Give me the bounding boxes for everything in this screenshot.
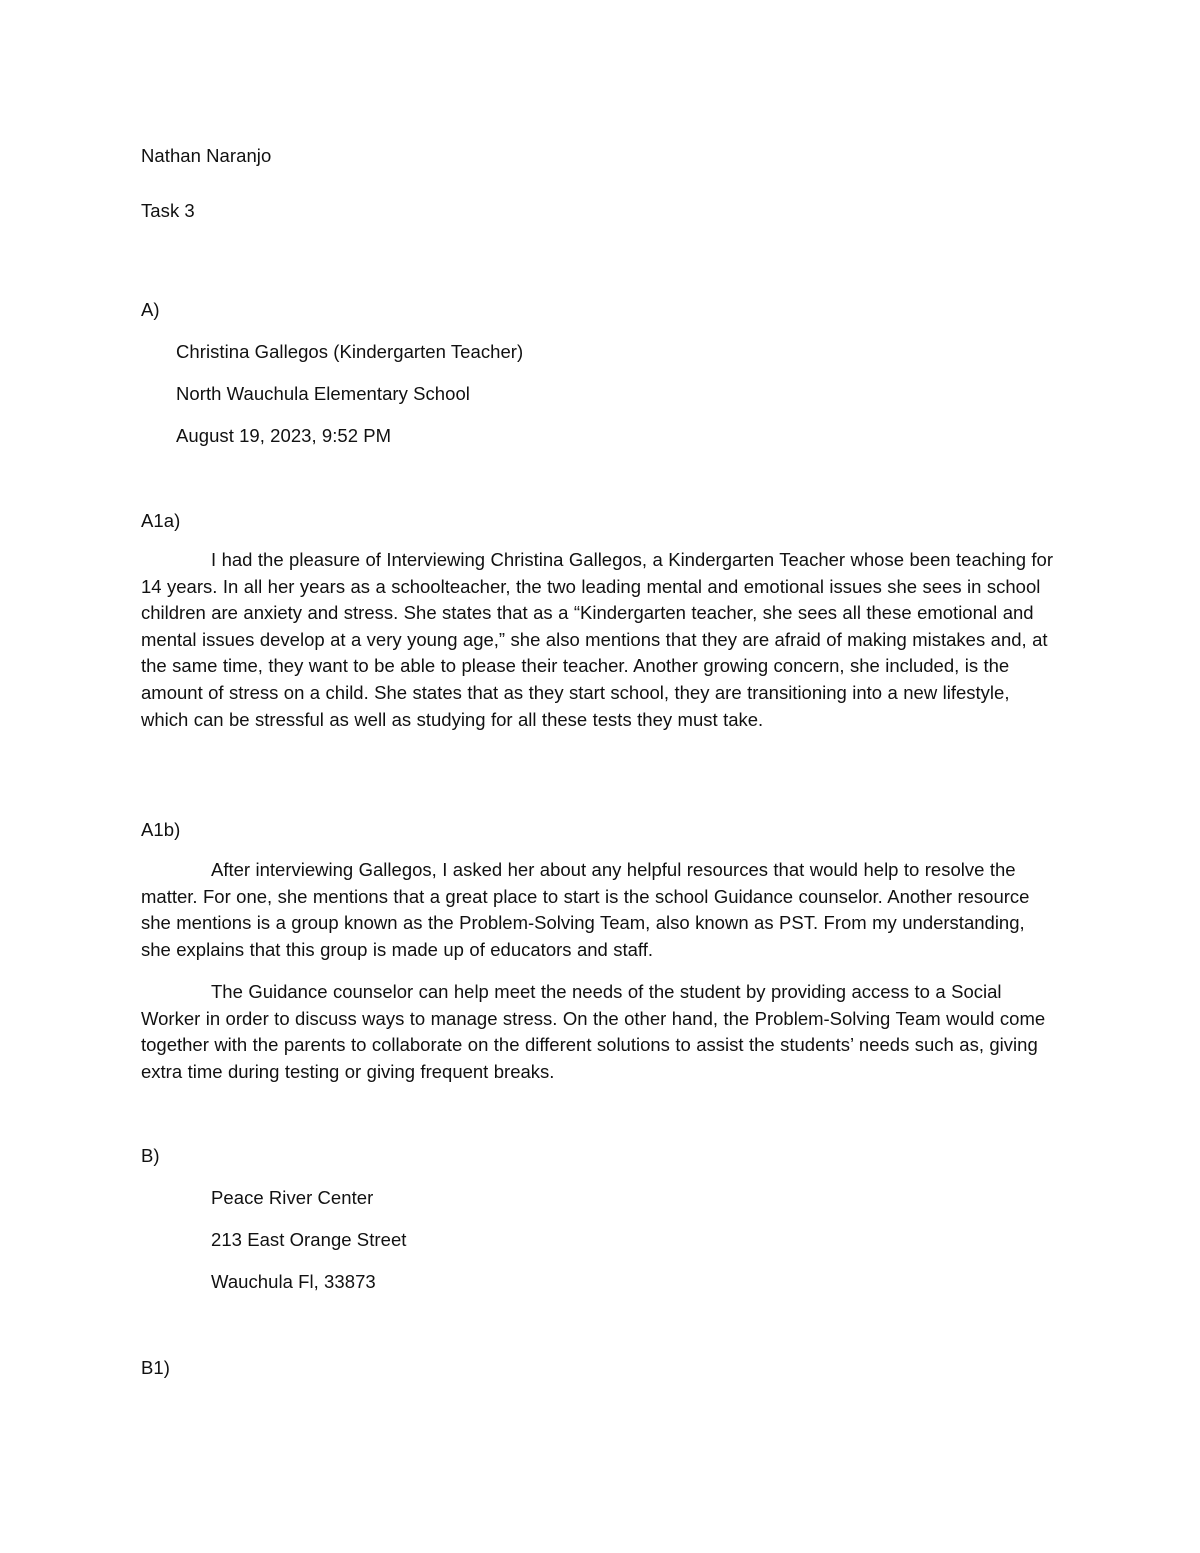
author-name: Nathan Naranjo: [141, 145, 272, 166]
center-street: 213 East Orange Street: [211, 1229, 407, 1250]
section-a1a-paragraph: [141, 547, 1059, 733]
section-a1a-heading: A1a): [141, 510, 181, 531]
section-a1b-paragraph-1: [141, 857, 1059, 963]
section-a1a-paragraph-text: I had the pleasure of Interviewing Christina Gallegos, a Kindergarten Teacher whose been teaching for 14 years. In all her years as a schoolteacher, the two leading mental and emotional issues she sees in school children are anxiety and stress. She states that as a “Kindergarten teacher, she sees all these emotional and mental issues develop at a very young age,” she also mentions that they are afraid of making mistakes and, at the same time, they want to be able to please their teacher. Another growing concern, she included, is the amount of stress on a child. She states that as they start school, they are transitioning into a new lifestyle, which can be stressful as well as studying for all these tests they must take.: [141, 549, 1054, 730]
section-b1-heading: B1): [141, 1357, 170, 1378]
datetime-line: August 19, 2023, 9:52 PM: [176, 425, 392, 446]
interviewee-line: Christina Gallegos (Kindergarten Teacher): [176, 341, 524, 362]
school-line: North Wauchula Elementary School: [176, 383, 470, 404]
section-a1b-paragraph-2-text: The Guidance counselor can help meet the needs of the student by providing access to a Social Worker in order to discuss ways to manage stress. On the other hand, the Problem-Solving Team would come together with the parents to collaborate on the different solutions to assist the students’ needs such as, giving extra time during testing or giving frequent breaks.: [141, 981, 1046, 1082]
section-a1b-paragraph-2: [141, 979, 1059, 1085]
task-title: Task 3: [141, 200, 195, 221]
section-a1b-heading: A1b): [141, 819, 181, 840]
center-city: Wauchula Fl, 33873: [211, 1271, 376, 1292]
section-b-heading: B): [141, 1145, 160, 1166]
section-a1b-paragraph-1-text: After interviewing Gallegos, I asked her about any helpful resources that would help to resolve the matter. For one, she mentions that a great place to start is the school Guidance counselor. Another resource she mentions is a group known as the Problem-Solving Team, also known as PST. From my understanding, she explains that this group is made up of educators and staff.: [141, 859, 1030, 960]
section-a-heading: A): [141, 299, 160, 320]
center-name: Peace River Center: [211, 1187, 374, 1208]
